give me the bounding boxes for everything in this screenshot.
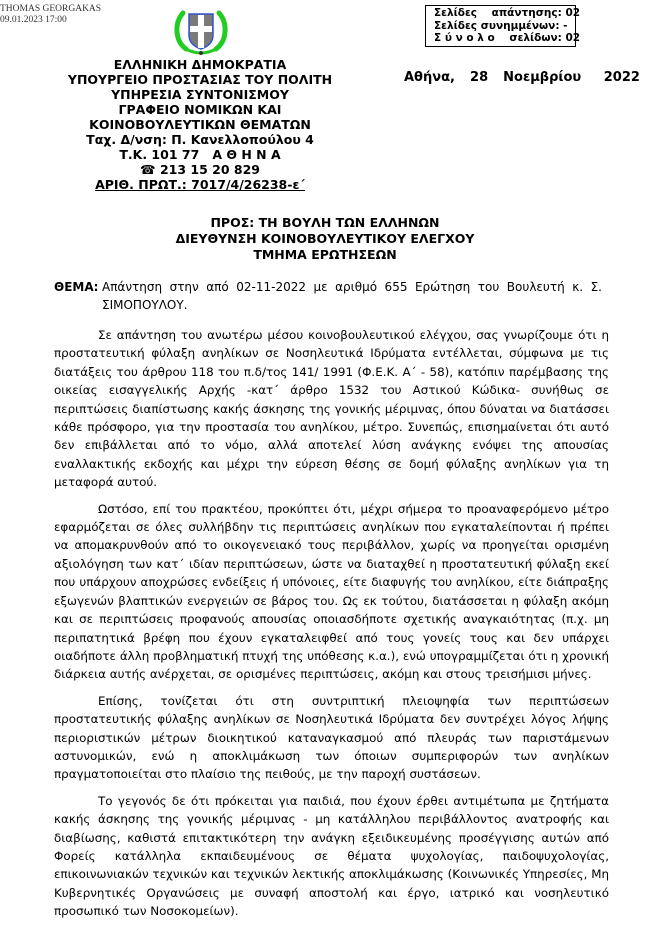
- header-line: ΥΠΟΥΡΓΕΙΟ ΠΡΟΣΤΑΣΙΑΣ ΤΟΥ ΠΟΛΙΤΗ: [67, 72, 333, 87]
- header-line: ΓΡΑΦΕΙΟ ΝΟΜΙΚΩΝ ΚΑΙ: [118, 102, 282, 117]
- subject-line: [54, 278, 610, 314]
- letter-body: [54, 326, 609, 929]
- digital-signature-stamp: [0, 4, 101, 26]
- body-paragraph: Το γεγονός δε ότι πρόκειται για παιδιά, που έχουν έρθει αντιμέτωπα με ζητήματα κακής άσκησης της γονικής μέριμνας - μη κατάλληλου περιβάλλοντος ανατροφής και διαβίωσης, καθιστά επιτακτικότερη την ανάγκη εξειδικευμένης προσέγγισης αυτών από Φορείς κατάλληλα εκπαιδευμένους σε θέματα ψυχολογίας, παιδοψυχολογίας, επικοινωνιακών τεχνικών και τεχνικών λεκτικής αποκλιμάκωσης (Κοινωνικές Υπηρεσίες, Μη Κυβερνητικές Οργανώσεις με συναφή αποστολή και έργο, ιατρικό και νοσηλευτικό προσωπικό των Νοσοκομείων).: [54, 793, 610, 919]
- phone-icon: ☎: [140, 162, 156, 177]
- header-line: ΥΠΗΡΕΣΙΑ ΣΥΝΤΟΝΙΣΜΟΥ: [111, 87, 289, 102]
- body-paragraph: Επίσης, τονίζεται ότι στη συντριπτική πλειοψηφία των περιπτώσεων προστατευτικής φύλαξης ανηλίκων σε Νοσηλευτικά Ιδρύματα δεν συντρέχει λόγος λήψης περιοριστικών μέτρων διοικητικού καταναγκασμού από πλευράς των παριστάμενων αστυνομικών, ενώ η αποκλιμάκωση των όποιων συμπεριφορών των ανηλίκων πραγματοποιείται στο πλαίσιο της πειθούς, με την παροχή συστάσεων.: [54, 693, 609, 782]
- header-postal: Τ.Κ. 101 77 Α Θ Η Ν Α: [119, 147, 281, 162]
- recipient-line: ΠΡΟΣ: ΤΗ ΒΟΥΛΗ ΤΩΝ ΕΛΛΗΝΩΝ: [210, 215, 440, 230]
- body-paragraph: Σε απάντηση του ανωτέρω μέσου κοινοβουλευτικού ελέγχου, σας γνωρίζουμε ότι η προστατευτική φύλαξη ανηλίκων σε Νοσηλευτικά Ιδρύματα εντέλλεται, σύμφωνα με τις διατάξεις του άρθρου 118 του π.δ/τος 141/ 1991 (Φ.Ε.Κ. Α΄ - 58), κατόπιν παρέμβασης της οικείας εισαγγελικής Αρχής -κατ΄ άρθρο 1532 του Αστικού Κώδικα- συνήθως σε περιπτώσεις διαπίστωσης κακής άσκησης της γονικής μέριμνας, όπου δύναται να διατάσσει κάθε πρόσφορο, για την προστασία του ανηλίκου, μέτρο. Συνεπώς, επισημαίνεται ότι αυτό δεν επιβάλλεται από το νόμο, αλλά αποτελεί λύση ανάγκης ενόψει της απουσίας εναλλακτικής εκδοχής και μέχρι την εύρεση θέσης σε δομή φύλαξης ανηλίκων για τη μεταφορά αυτού.: [54, 328, 609, 490]
- body-paragraph: Ωστόσο, επί του πρακτέου, προκύπτει ότι, μέχρι σήμερα το προαναφερόμενο μέτρο εφαρμόζεται σε όλες συλλήβδην τις περιπτώσεις ανηλίκων που εγκαταλείπονται ή πρέπει να απομακρυνθούν από το οικογενειακό τους περιβάλλον, χωρίς να προηγείται ορισμένη αξιολόγηση των κατ΄ ιδίαν περιπτώσεων, ώστε να διαταχθεί η προστατευτική φύλαξη εκεί που υπάρχουν αποχρώσες ενδείξεις ή υπόνοιες, είτε διαφυγής του ανηλίκου, είτε διάπραξης εξωγενών βλαπτικών ενεργειών σε βάρος του. Ως εκ τούτου, διατάσσεται η φύλαξη ακόμη και σε περιπτώσεις προφανούς απουσίας οποιασδήποτε σχετικής αναγκαιότητας (π.χ. μη περιπατητικά βρέφη που έχουν εγκαταλειφθεί από τους γονείς τους και δεν υπάρχει οιαδήποτε άλλη προβληματική πτυχή της υπόθεσης κ.α.), ενώ υπογραμμίζεται ότι η χρονική διάρκεια αυτής ανέρχεται, σε ορισμένες περιπτώσεις, ακόμη και στους τρεισήμισι μήνες.: [54, 501, 609, 682]
- recipient-block: [150, 215, 500, 263]
- header-line: ΚΟΙΝΟΒΟΥΛΕΥΤΙΚΩΝ ΘΕΜΑΤΩΝ: [89, 117, 311, 132]
- subject-text: Απάντηση στην από 02-11-2022 με αριθμό 655 Ερώτηση του Βουλευτή κ. Σ. ΣΙΜΟΠΟΥΛΟΥ.: [102, 280, 602, 312]
- header-line: ΕΛΛΗΝΙΚΗ ΔΗΜΟΚΡΑΤΙΑ: [113, 57, 287, 72]
- signer-name: THOMAS GEORGAKAS: [0, 4, 102, 14]
- protocol-number: ΑΡΙΘ. ΠΡΩΤ.: 7017/4/26238-ε΄: [95, 177, 305, 192]
- pages-total-line: Σ ύ ν ο λ ο σελίδων: 02: [434, 32, 581, 44]
- pages-reply-line: Σελίδες απάντησης: 02: [434, 7, 581, 19]
- header-phone: [40, 162, 360, 177]
- pages-attachments-line: Σελίδες συνημμένων: -: [434, 19, 568, 32]
- subject-label: ΘΕΜΑ:: [54, 280, 99, 294]
- recipient-line: ΤΜΗΜΑ ΕΡΩΤΗΣΕΩΝ: [253, 247, 397, 262]
- phone-number: 213 15 20 829: [159, 162, 260, 177]
- header-address: Ταχ. Δ/νση: Π. Κανελλοπούλου 4: [86, 132, 314, 147]
- signature-datetime: 09.01.2023 17:00: [0, 15, 67, 25]
- document-date: Αθήνα, 28 Νοεμβρίου 2022: [404, 70, 640, 85]
- sender-header: [40, 57, 360, 192]
- greek-coat-of-arms-icon: [172, 5, 230, 57]
- pages-count-box: [425, 5, 581, 47]
- recipient-line: ΔΙΕΥΘΥΝΣΗ ΚΟΙΝΟΒΟΥΛΕΥΤΙΚΟΥ ΕΛΕΓΧΟΥ: [175, 231, 475, 246]
